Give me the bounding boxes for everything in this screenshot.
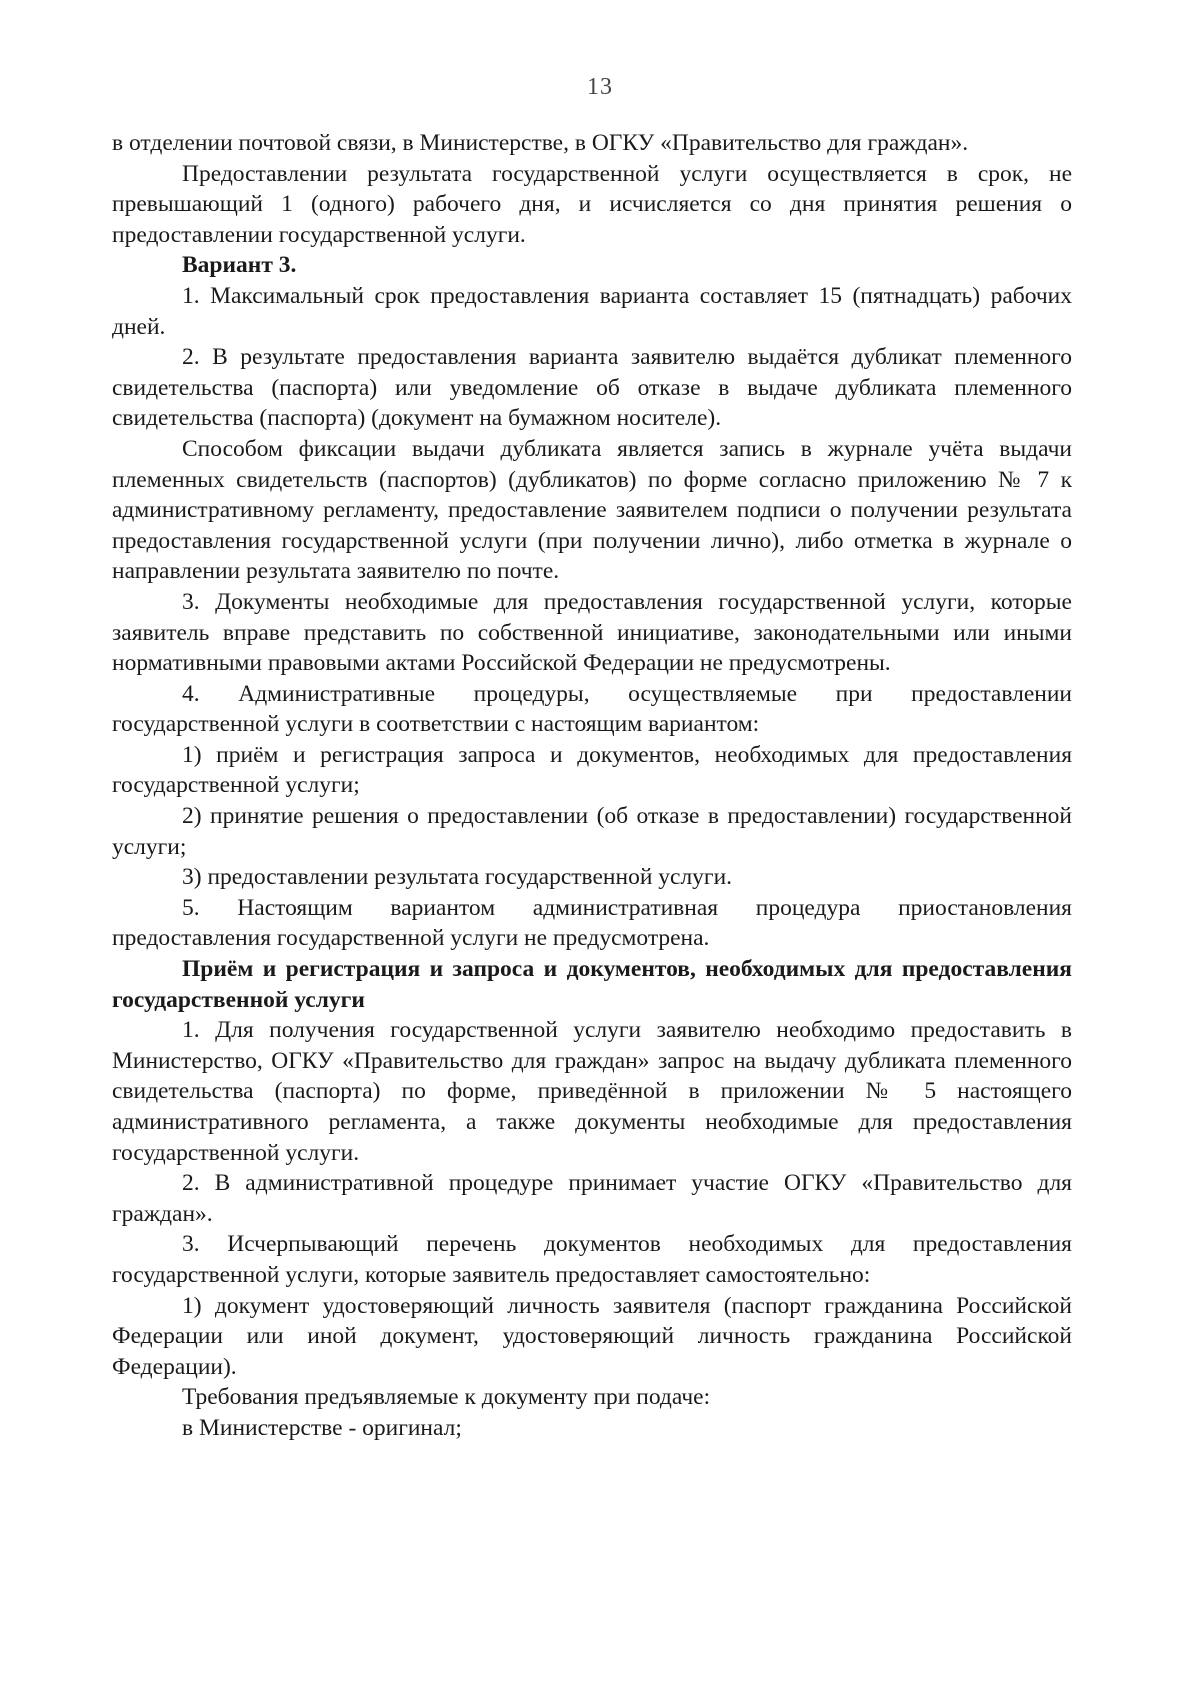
paragraph-fixation-method: Способом фиксации выдачи дубликата является запись в журнале учёта выдачи племенных свидетельств (паспортов) (дубликатов) по форме согласно приложению № 7 к административному регламенту, предоставление заявителем подписи о получении результата предоставления государственной услуги (при получении лично), либо отметка в журнале о направлении результата заявителю по почте. [112, 435, 1072, 585]
list-item-procedure-2: 2) принятие решения о предоставлении (об отказе в предоставлении) государственной услуги; [112, 803, 1072, 860]
variant-heading: Вариант 3. [182, 252, 297, 279]
page-number: 13 [587, 74, 613, 100]
section-heading-reception: Приём и регистрация и запроса и документов, необходимых для предоставления государственной услуги [112, 956, 1072, 1013]
paragraph-participant: 2. В административной процедуре принимает участие ОГКУ «Правительство для граждан». [112, 1170, 1072, 1227]
paragraph-postal-continuation: в отделении почтовой связи, в Министерстве, в ОГКУ «Правительство для граждан». [112, 130, 969, 156]
paragraph-procedures-intro: 4. Административные процедуры, осуществляемые при предоставлении государственной услуги в соответствии с настоящим вариантом: [112, 680, 1072, 738]
document-body [112, 128, 1072, 1444]
list-item-procedure-3: 3) предоставлении результата государственной услуги. [182, 864, 733, 891]
paragraph-optional-documents: 3. Документы необходимые для предоставления государственной услуги, которые заявитель вправе представить по собственной инициативе, законодательными или иными нормативными правовыми актами Российской Федерации не предусмотрены. [112, 588, 1072, 677]
paragraph-no-suspension: 5. Настоящим вариантом административная процедура приостановления предоставления государственной услуги не предусмотрена. [112, 894, 1072, 952]
paragraph-result-issued: 2. В результате предоставления варианта заявителю выдаётся дубликат племенного свидетельства (паспорта) или уведомление об отказе в выдаче дубликата племенного свидетельства (паспорта) (документ на бумажном носителе). [112, 344, 1072, 432]
paragraph-result-term: Предоставлении результата государственной услуги осуществляется в срок, не превышающий 1 (одного) рабочего дня, и исчисляется со дня принятия решения о предоставлении государственной услуги. [112, 160, 1072, 248]
paragraph-ministry-original: в Министерстве - оригинал; [182, 1414, 462, 1441]
paragraph-request-submission: 1. Для получения государственной услуги заявителю необходимо предоставить в Министерство, ОГКУ «Правительство для граждан» запрос на выдачу дубликата племенного свидетельства (паспорта) по форме, приведённой в приложении № 5 настоящего административного регламента, а также документы необходимые для предоставления государственной услуги. [112, 1017, 1072, 1166]
list-item-procedure-1: 1) приём и регистрация запроса и документов, необходимых для предоставления государственной услуги; [112, 741, 1072, 799]
list-item-identity-document: 1) документ удостоверяющий личность заявителя (паспорт гражданина Российской Федерации или иной документ, удостоверяющий личность гражданина Российской Федерации). [112, 1292, 1072, 1380]
paragraph-max-term: 1. Максимальный срок предоставления варианта составляет 15 (пятнадцать) рабочих дней. [112, 282, 1072, 340]
paragraph-documents-list: 3. Исчерпывающий перечень документов необходимых для предоставления государственной услуги, которые заявитель предоставляет самостоятельно: [112, 1231, 1072, 1288]
paragraph-requirements: Требования предъявляемые к документу при подаче: [182, 1384, 711, 1411]
